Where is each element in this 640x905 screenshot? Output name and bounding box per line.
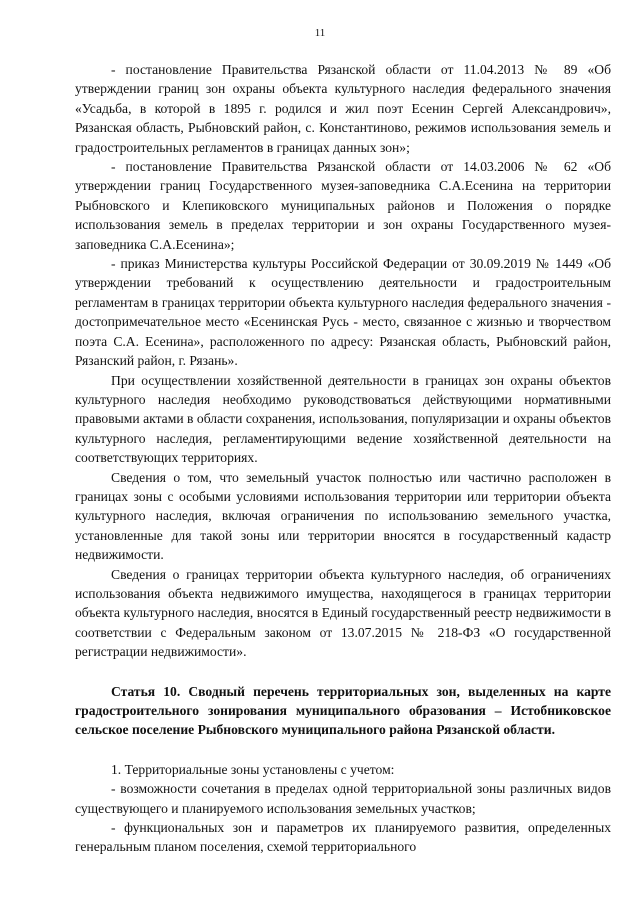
section-item-functional-zones: - функциональных зон и параметров их планируемого развития, определенных генеральным планом поселения, схемой территориального [75, 820, 611, 855]
paragraph-cadastre-info: Сведения о том, что земельный участок полностью или частично расположен в границах зоны с особыми условиями использования территории или территории объекта культурного наследия, включая ограничения по использованию земельного участка, установленные для такой зоны или территории вносятся в государственный кадастр недвижимости. [75, 469, 611, 563]
section-spacer [75, 740, 611, 760]
document-body [75, 60, 611, 857]
paragraph-order-2019: - приказ Министерства культуры Российской Федерации от 30.09.2019 № 1449 «Об утверждении требований к осуществлению деятельности и градостроительным регламентам в границах территории объекта культурного наследия федерального значения - достопримечательное место «Есенинская Русь - место, связанное с жизнью и творчеством поэта С.А. Есенина», расположенного по адресу: Рязанская область, Рыбновский район, Рязанский район, г. Рязань». [75, 256, 611, 369]
article-10-heading: Статья 10. Сводный перечень территориальных зон, выделенных на карте градостроительного зонирования муниципального образования – Истобниковское сельское поселение Рыбновского муниципального района Рязанской области. [75, 683, 611, 738]
paragraph-resolution-2013: - постановление Правительства Рязанской области от 11.04.2013 № 89 «Об утверждении границ зон охраны объекта культурного наследия федерального значения «Усадьба, в которой в 1895 г. родился и жил поэт Есенин Сергей Александрович», Рязанская область, Рыбновский район, с. Константиново, режимов использования земель и градостроительных регламентов в границах данных зон»; [75, 62, 611, 155]
paragraph-resolution-2006: - постановление Правительства Рязанской области от 14.03.2006 № 62 «Об утверждении границ Государственного музея-заповедника С.А.Есенина на территории Рыбновского и Клепиковского муниципальных районов и Положения о порядке использования земель в пределах территории и зон охраны Государственного музея-заповедника С.А.Есенина»; [75, 159, 611, 252]
paragraph-registry-info: Сведения о границах территории объекта культурного наследия, об ограничениях использования объекта недвижимого имущества, находящегося в границах территории объекта культурного наследия, вносятся в Единый государственный реестр недвижимости в соответствии с Федеральным законом от 13.07.2015 № 218-ФЗ «О государственной регистрации недвижимости». [75, 566, 611, 660]
section-item-1: 1. Территориальные зоны установлены с учетом: [111, 761, 395, 777]
section-item-combination: - возможности сочетания в пределах одной территориальной зоны различных видов существующего и планируемого использования земельных участков; [75, 781, 611, 816]
paragraph-economic-activity: При осуществлении хозяйственной деятельности в границах зон охраны объектов культурного наследия необходимо руководствоваться действующими нормативными правовыми актами в области сохранения, использования, популяризации и охраны объектов культурного наследия, регламентирующими ведение хозяйственной деятельности на соответствующих территориях. [75, 372, 611, 466]
page-number: 11 [314, 27, 326, 39]
